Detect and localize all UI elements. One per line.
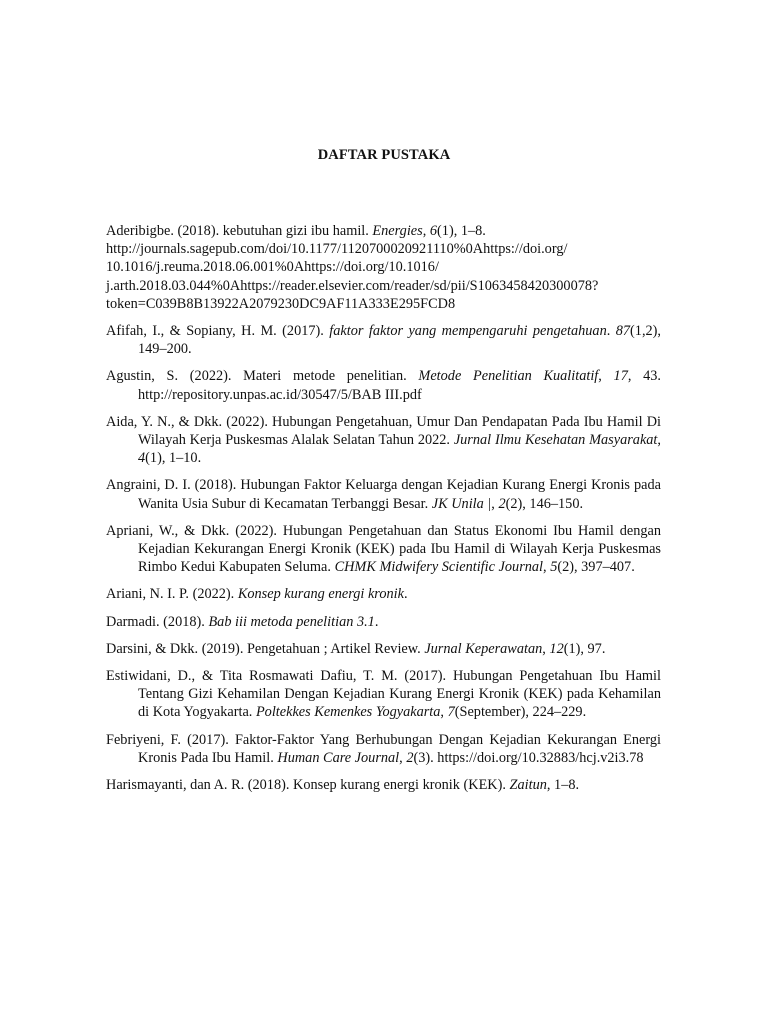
- reference-text: Darmadi. (2018).: [106, 613, 209, 630]
- reference-text: ,: [491, 495, 499, 512]
- reference-text: ,: [399, 749, 407, 766]
- reference-text: Aderibigbe. (2018). kebutuhan gizi ibu hamil.: [106, 223, 373, 239]
- reference-source: JK Unila |: [431, 495, 492, 512]
- reference-text: (2), 397–407.: [557, 559, 635, 576]
- reference-source: Energies: [372, 223, 423, 239]
- reference-volume: 7: [447, 704, 455, 721]
- reference-list: [106, 222, 661, 803]
- reference-item: [106, 476, 661, 512]
- reference-text: (1,2), 149–200.: [138, 323, 661, 358]
- reference-source: Jurnal Ilmu Kesehatan Masyarakat: [453, 432, 658, 449]
- reference-source: Bab iii metoda penelitian 3.1: [208, 613, 375, 630]
- reference-url-line[interactable]: 10.1016/j.reuma.2018.06.001%0Ahttps://doi.org/10.1016/: [106, 259, 439, 276]
- reference-source: CHMK Midwifery Scientific Journal: [334, 559, 544, 576]
- reference-text: Afifah, I., & Sopiany, H. M. (2017).: [106, 323, 330, 340]
- reference-volume: 17: [613, 368, 628, 385]
- reference-text: ,: [440, 704, 448, 721]
- reference-text: Darsini, & Dkk. (2019). Pengetahuan ; Artikel Review.: [106, 640, 425, 657]
- reference-item: [106, 322, 661, 358]
- reference-text: (1), 1–8.: [437, 223, 486, 239]
- reference-item: [106, 413, 661, 468]
- reference-text: Angraini, D. I. (2018). Hubungan Faktor Keluarga dengan Kejadian Kurang Energi Kronis pada Wanita Usia Subur di Kecamatan Terbanggi Besar.: [106, 477, 661, 512]
- reference-url-line[interactable]: http://journals.sagepub.com/doi/10.1177/1120700020921110%0Ahttps://doi.org/: [106, 241, 568, 258]
- reference-source: Human Care Journal: [277, 749, 400, 766]
- reference-text: Febriyeni, F. (2017). Faktor-Faktor Yang Berhubungan Dengan Kejadian Kekurangan Energi Kronis Pada Ibu Hamil.: [106, 731, 661, 766]
- reference-volume: 12: [549, 640, 564, 657]
- reference-volume: 6: [429, 223, 438, 239]
- reference-source: Jurnal Keperawatan: [424, 640, 543, 657]
- reference-item: [106, 640, 661, 658]
- reference-text: Estiwidani, D., & Tita Rosmawati Dafiu, T. M. (2017). Hubungan Pengetahuan Ibu Hamil Tentang Gizi Kehamilan Dengan Kejadian Kurang Energi Kronik (KEK) pada Kehamilan di Kota Yogyakarta.: [106, 668, 661, 721]
- reference-item: [106, 522, 661, 577]
- reference-text: ,: [657, 432, 661, 449]
- reference-source: Konsep kurang energi kronik: [237, 586, 404, 603]
- reference-text: ,: [422, 223, 430, 239]
- reference-text: ,: [543, 559, 551, 576]
- reference-text: Apriani, W., & Dkk. (2022). Hubungan Pengetahuan dan Status Ekonomi Ibu Hamil dengan Kejadian Kekurangan Energi Kronik (KEK) pada Ibu Hamil di Wilayah Kerja Puskesmas Rimbo Kedui Kabupaten Seluma.: [106, 522, 661, 576]
- reference-item: [106, 222, 661, 313]
- reference-url-line[interactable]: j.arth.2018.03.044%0Ahttps://reader.elsevier.com/reader/sd/pii/S1063458420300078?: [106, 277, 599, 294]
- reference-source: faktor faktor yang mempengaruhi pengetahuan: [329, 323, 607, 340]
- reference-url-line[interactable]: token=C039B8B13922A2079230DC9AF11A333E295FCD8: [106, 295, 456, 312]
- reference-source: Zaitun: [509, 777, 547, 794]
- reference-item: [106, 731, 661, 767]
- reference-text: .: [374, 613, 379, 630]
- reference-text: (2), 146–150.: [505, 495, 584, 512]
- reference-item: [106, 776, 661, 794]
- reference-volume: 2: [406, 749, 414, 766]
- reference-text: Agustin, S. (2022). Materi metode penelitian.: [106, 368, 419, 385]
- reference-volume: 4: [138, 450, 146, 467]
- reference-text: (1), 97.: [563, 640, 606, 657]
- reference-text: Harismayanti, dan A. R. (2018). Konsep kurang energi kronik (KEK).: [106, 777, 510, 794]
- page-title: DAFTAR PUSTAKA: [317, 147, 451, 163]
- reference-text: (1), 1–10.: [145, 450, 202, 467]
- reference-item: [106, 613, 661, 631]
- reference-text: , 43. http://repository.unpas.ac.id/30547/5/BAB III.pdf: [138, 368, 661, 403]
- reference-text: (3). https://doi.org/10.32883/hcj.v2i3.78: [413, 749, 644, 766]
- reference-volume: 2: [498, 495, 506, 512]
- reference-volume: 5: [550, 559, 558, 576]
- reference-text: .: [606, 323, 616, 340]
- reference-text: .: [403, 586, 408, 603]
- reference-item: [106, 367, 661, 403]
- reference-text: Aida, Y. N., & Dkk. (2022). Hubungan Pengetahuan, Umur Dan Pendapatan Pada Ibu Hamil Di Wilayah Kerja Puskesmas Alalak Selatan Tahun 2022.: [106, 413, 661, 449]
- reference-source: Metode Penelitian Kualitatif: [418, 368, 599, 385]
- reference-volume: 87: [615, 323, 631, 340]
- reference-text: Ariani, N. I. P. (2022).: [106, 586, 238, 603]
- reference-item: [106, 585, 661, 603]
- reference-item: [106, 667, 661, 722]
- reference-text: ,: [598, 368, 614, 385]
- reference-text: ,: [542, 640, 550, 657]
- reference-text: , 1–8.: [546, 777, 580, 794]
- reference-text: (September), 224–229.: [454, 704, 587, 721]
- reference-source: Poltekkes Kemenkes Yogyakarta: [255, 704, 441, 721]
